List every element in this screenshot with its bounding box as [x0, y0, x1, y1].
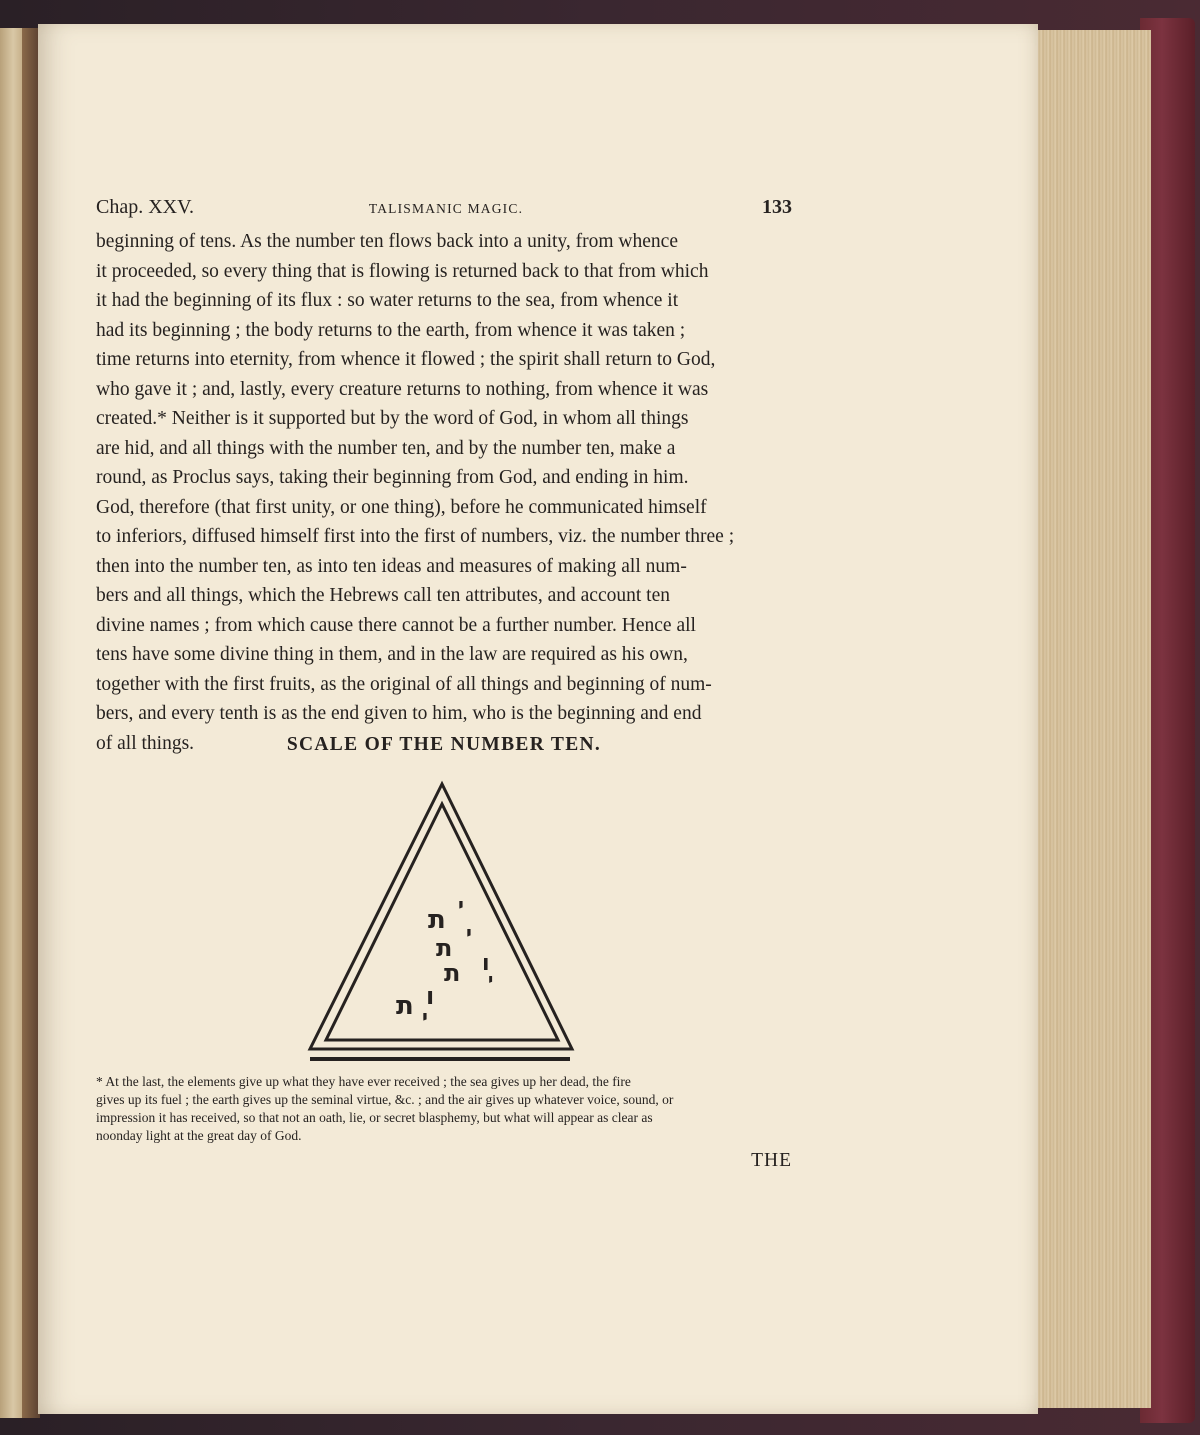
hebrew-glyph: ת: [436, 934, 453, 962]
hebrew-glyph: ת: [428, 905, 446, 935]
figure-title: SCALE OF THE NUMBER TEN.: [286, 734, 602, 755]
hebrew-glyph: ו: [482, 951, 490, 976]
body-text: beginning of tens. As the number ten flows back into a unity, from whence it proceeded, so every thing that is flowing is returned back to that from which it had the beginning of its flux : so water returns to the sea, from whence it had its beginning ; the body returns to the earth, from whence it was taken ; time returns into eternity, from whence it flowed ; the spirit shall return to God, who gave it ; and, lastly, every creature returns to nothing, from whence it was created.* Neither is it supported but by the word of God, in whom all things are hid, and all things with the number ten, and by the number ten, make a round, as Proclus says, taking their beginning from God, and ending in him. God, therefore (that first unity, or one thing), before he communicated himself to inferiors, diffused himself first into the first of numbers, viz. the number three ; then into the number ten, as into ten ideas and measures of making all num- bers and all things, which the Hebrews call ten attributes, and account ten divine names ; from which cause there cannot be a further number. Hence all tens have some divine thing in them, and in the law are required as his own, together with the first fruits, as the original of all things and beginning of num- bers, and every tenth is as the end given to him, who is the beginning and end of all things.: [96, 231, 735, 754]
hebrew-glyph: ת: [396, 991, 414, 1021]
running-head: [96, 196, 796, 226]
running-title: TALISMANIC MAGIC.: [368, 201, 524, 216]
page-edges: [1030, 30, 1151, 1408]
chapter-label: Chap. XXV.: [96, 196, 194, 218]
hebrew-glyph: י: [422, 1005, 428, 1029]
hebrew-glyph: י: [458, 893, 464, 917]
hebrew-glyph: י: [488, 970, 494, 991]
hebrew-glyph: ת: [444, 959, 461, 987]
hebrew-glyph: י: [466, 921, 472, 945]
facing-page-edge: [0, 28, 22, 1418]
triangle-diagram: [300, 776, 590, 1066]
hebrew-glyph: ו: [426, 982, 435, 1010]
page-number: 133: [762, 196, 792, 218]
footnote: * At the last, the elements give up what they have ever received ; the sea gives up her dead, the fire gives up its fuel ; the earth gives up the seminal virtue, &c. ; and the air gives up whatever voice, sound, or impression it has received, so that not an oath, lie, or secret blasphemy, but what will appear as clear as noonday light at the great day of God.: [96, 1074, 674, 1143]
scale-triangle-figure: [300, 776, 590, 1071]
catchword: THE: [751, 1150, 792, 1171]
